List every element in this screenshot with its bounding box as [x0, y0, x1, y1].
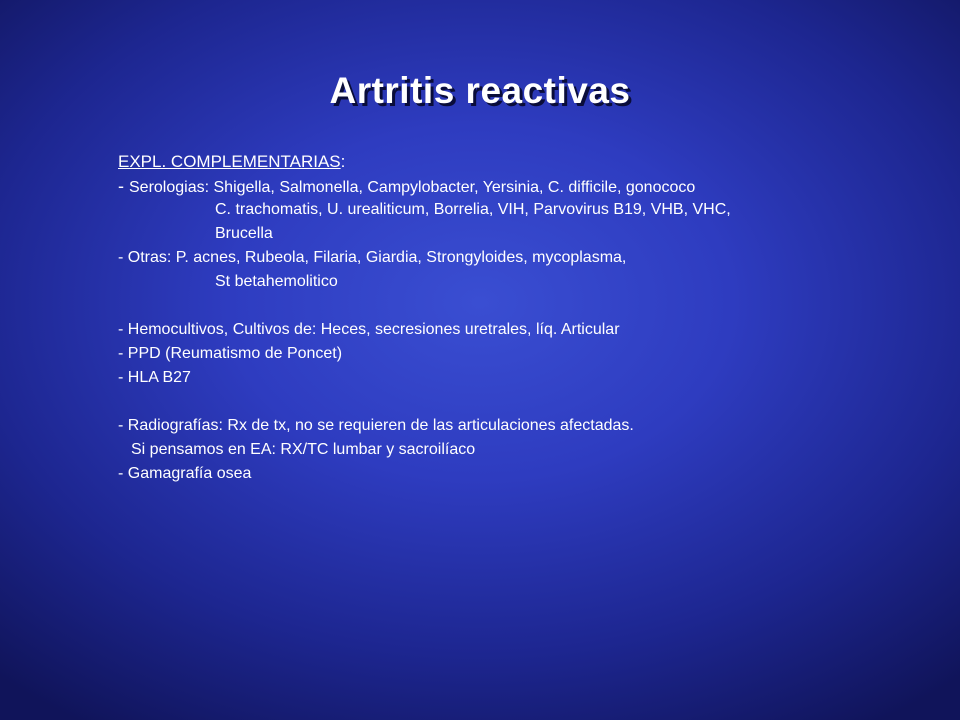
ppd-line: - PPD (Reumatismo de Poncet) — [118, 345, 343, 362]
spacer — [118, 390, 918, 414]
slide-title: Artritis reactivas — [329, 70, 631, 111]
serologias-term: Serologias — [129, 179, 205, 196]
radiografias-line-1 — [118, 414, 918, 438]
section-heading-colon: : — [340, 152, 346, 171]
spacer — [118, 294, 918, 318]
serologias-dash: - — [118, 176, 129, 196]
serologias-line-2: C. trachomatis, U. urealiticum, Borrelia, VIH, Parvovirus B19, VHB, VHC, — [215, 201, 731, 218]
slide-content — [118, 150, 918, 486]
otras-line-2: St betahemolitico — [215, 273, 338, 290]
radiografias-line-2: Si pensamos en EA: RX/TC lumbar y sacroilíaco — [131, 441, 476, 458]
section-heading-label: EXPL. COMPLEMENTARIAS — [118, 152, 341, 171]
radiografias-text-1: : Rx de tx, no se requieren de las articulaciones afectadas. — [218, 417, 634, 434]
serologias-line-1 — [118, 174, 918, 198]
otras-line-1: - Otras: P. acnes, Rubeola, Filaria, Giardia, Strongyloides, mycoplasma, — [118, 249, 627, 266]
hemocultivos-line: - Hemocultivos, Cultivos de: Heces, secresiones uretrales, líq. Articular — [118, 321, 620, 338]
radiografias-dash: - — [118, 417, 128, 434]
serologias-text-1: : Shigella, Salmonella, Campylobacter, Yersinia, C. difficile, gonococo — [204, 179, 696, 196]
radiografias-term: Radiografías — [127, 417, 219, 434]
hla-line: - HLA B27 — [118, 369, 191, 386]
gamagrafia-line: - Gamagrafía osea — [118, 465, 252, 482]
serologias-line-3: Brucella — [215, 225, 273, 242]
section-heading — [118, 150, 918, 174]
